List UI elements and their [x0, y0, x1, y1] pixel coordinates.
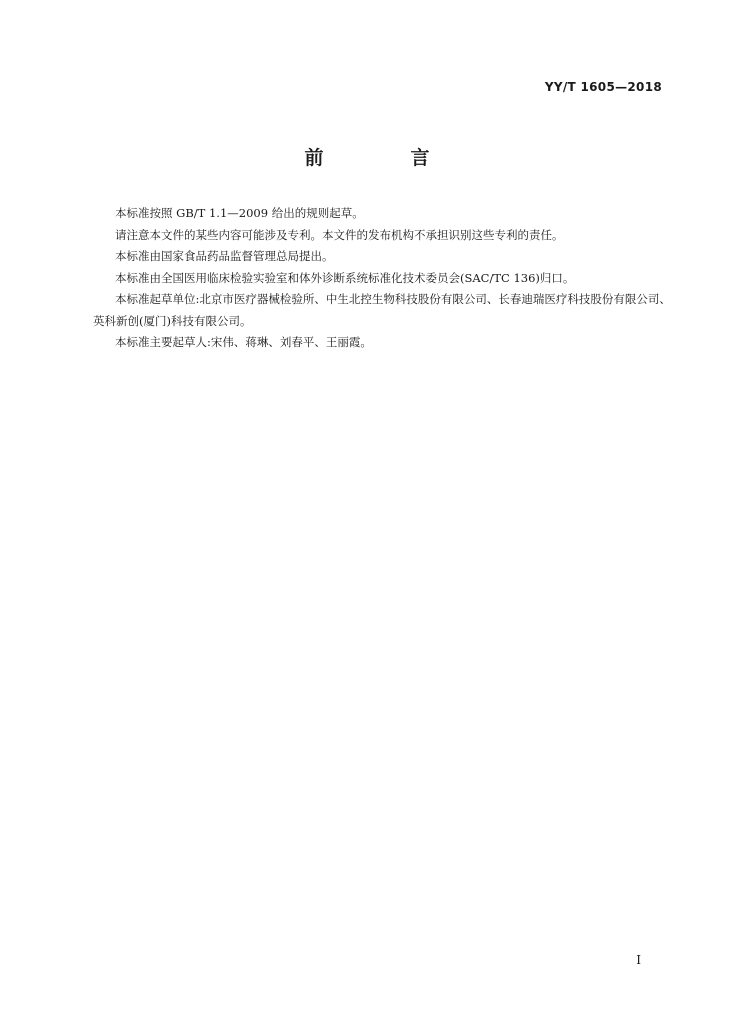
foreword-body [93, 203, 673, 354]
paragraph-drafters: 本标准主要起草人:宋伟、蒋琳、刘春平、王丽霞。 [115, 335, 372, 349]
paragraph-proposer: 本标准由国家食品药品监督管理总局提出。 [115, 249, 334, 263]
paragraph-drafting-rules: 本标准按照 GB/T 1.1—2009 给出的规则起草。 [115, 206, 364, 220]
paragraph-patent-notice: 请注意本文件的某些内容可能涉及专利。本文件的发布机构不承担识别这些专利的责任。 [115, 227, 564, 242]
paragraph-drafting-units: 本标准起草单位:北京市医疗器械检验所、中生北控生物科技股份有限公司、长春迪瑞医疗科技股份有限公司、英科新创(厦门)科技有限公司。 [93, 292, 671, 328]
paragraph-committee: 本标准由全国医用临床检验实验室和体外诊断系统标准化技术委员会(SAC/TC 136)归口。 [115, 270, 575, 285]
page-title: 前 言 [304, 147, 464, 169]
standard-code: YY/T 1605—2018 [544, 80, 662, 94]
page-number: I [636, 953, 641, 967]
